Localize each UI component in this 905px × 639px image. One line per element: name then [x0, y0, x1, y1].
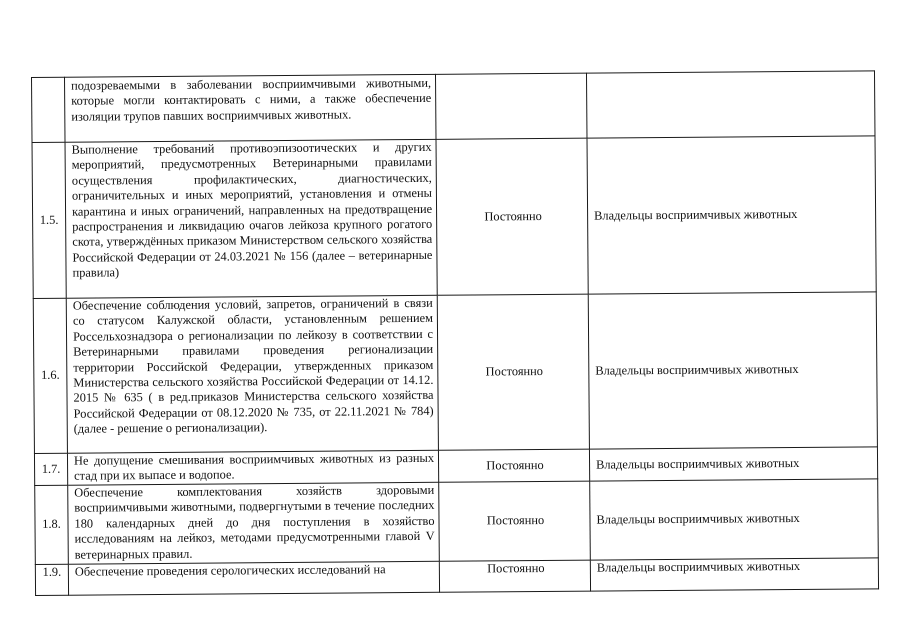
item-description: Не допущение смешивания восприимчивых животных из разных стад при их выпасе и водопое.	[67, 450, 438, 485]
item-responsible: Владельцы восприимчивых животных	[589, 447, 877, 481]
item-description: подозреваемыми в заболевании восприимчивыми животными, которые могли контактировать с ними, а также обеспечение изоляции трупов павших восприимчивых животных.	[65, 74, 436, 142]
table-row	[32, 136, 876, 299]
item-term: Постоянно	[437, 294, 589, 450]
item-responsible	[586, 71, 875, 138]
item-number: 1.8.	[35, 485, 69, 564]
item-description: Обеспечение соблюдения условий, запретов, ограничений в связи со статусом Калужской области, установленным решением Россельхознадзора о регионализации по лейкозу в соответствии с Ветеринарными правилами проведения регионализации территории Российской Федерации, утвержденных приказом Министерства сельского хозяйства Российской Федерации от 14.12. 2015 № 635 ( в ред.приказов Министерства сельского хозяйства Российской Федерации от 08.12.2020 № 735, от 22.11.2021 № 784) (далее - решение о регионализации).	[66, 295, 438, 453]
item-term: Постоянно	[439, 560, 590, 592]
item-term: Постоянно	[436, 138, 588, 295]
item-responsible: Владельцы восприимчивых животных	[590, 558, 878, 591]
table-row	[32, 71, 875, 143]
item-responsible: Владельцы восприимчивых животных	[588, 292, 877, 449]
item-term: Постоянно	[439, 481, 591, 561]
item-number: 1.6.	[33, 298, 67, 453]
item-number: 1.5.	[32, 142, 66, 298]
item-number: 1.9.	[35, 564, 68, 595]
item-responsible: Владельцы восприимчивых животных	[590, 479, 879, 560]
table-row	[35, 479, 879, 565]
item-term: Постоянно	[438, 449, 589, 482]
item-number	[32, 77, 66, 142]
measures-table	[31, 70, 879, 596]
table-row	[35, 558, 878, 596]
item-description: Выполнение требований противоэпизоотических и других мероприятий, предусмотренных Ветеринарными правилами осуществления профилактических, диагностических, ограничительных и иных мероприятий, установления и отмены карантина и иных ограничений, направленных на предотвращение распространения и ликвидацию очагов лейкоза крупного рогатого скота, утверждённых приказом Министерством сельского хозяйства Российской Федерации от 24.03.2021 № 156 (далее – ветеринарные правила)	[65, 139, 437, 298]
table-row	[33, 292, 877, 454]
item-description: Обеспечение проведения серологических исследований на	[68, 561, 439, 595]
item-description: Обеспечение комплектования хозяйств здоровыми восприимчивыми животными, подвергнутыми в течение последних 180 календарных дней до дня поступления в хозяйство исследованиям на лейкоз, методами предусмотренными главой V ветеринарных правил.	[68, 482, 440, 564]
item-number: 1.7.	[34, 453, 67, 485]
item-term	[435, 73, 587, 139]
item-responsible: Владельцы восприимчивых животных	[587, 136, 876, 294]
